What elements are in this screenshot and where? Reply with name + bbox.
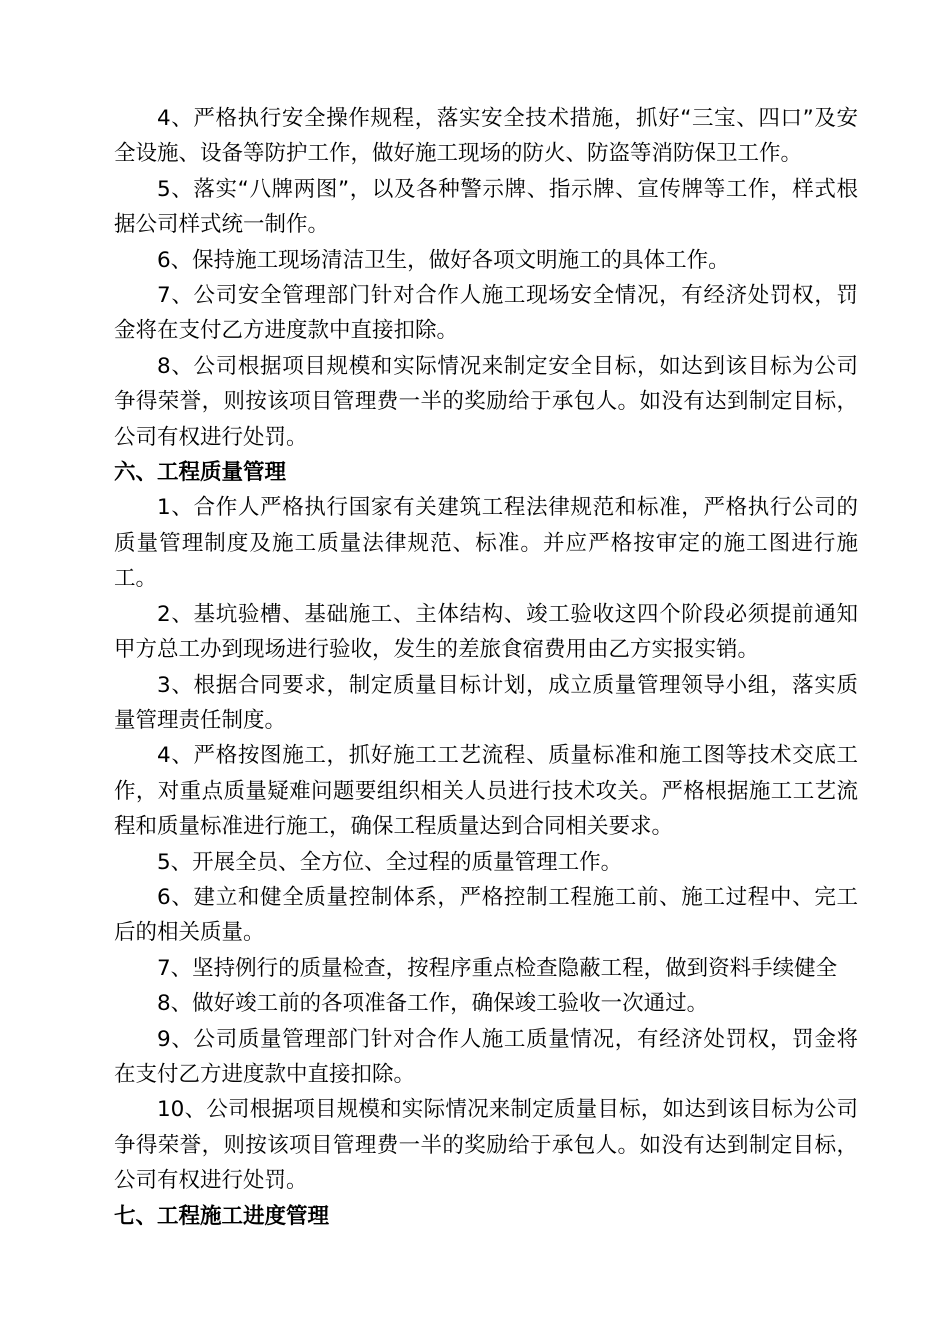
- quality-item-8: 8、做好竣工前的各项准备工作，确保竣工验收一次通过。: [157, 991, 709, 1017]
- quality-item-9: 9、公司质量管理部门针对合作人施工质量情况，有经济处罚权，罚金将在支付乙方进度款中直接扣除。: [114, 1026, 858, 1087]
- section-heading-quality: 六、工程质量管理: [114, 460, 287, 486]
- quality-item-2: 2、基坑验槽、基础施工、主体结构、竣工验收这四个阶段必须提前通知甲方总工办到现场进行验收，发生的差旅食宿费用由乙方实报实销。: [114, 601, 858, 663]
- safety-item-6: 6、保持施工现场清洁卫生，做好各项文明施工的具体工作。: [157, 247, 730, 273]
- quality-item-6: 6、建立和健全质量控制体系，严格控制工程施工前、施工过程中、完工后的相关质量。: [114, 884, 858, 946]
- safety-item-7: 7、公司安全管理部门针对合作人施工现场安全情况，有经济处罚权，罚金将在支付乙方进度款中直接扣除。: [114, 283, 858, 344]
- quality-item-3: 3、根据合同要求，制定质量目标计划，成立质量管理领导小组，落实质量管理责任制度。: [114, 672, 858, 733]
- safety-item-8: 8、公司根据项目规模和实际情况来制定安全目标，如达到该目标为公司争得荣誉，则按该项目管理费一半的奖励给于承包人。如没有达到制定目标，公司有权进行处罚。: [114, 353, 858, 450]
- section-heading-schedule: 七、工程施工进度管理: [114, 1203, 330, 1229]
- document-body: [114, 101, 858, 1234]
- safety-item-5: 5、落实“八牌两图”，以及各种警示牌、指示牌、宣传牌等工作，样式根据公司样式统一制作。: [114, 176, 858, 238]
- quality-item-4: 4、严格按图施工，抓好施工工艺流程、质量标准和施工图等技术交底工作，对重点质量疑难问题要组织相关人员进行技术攻关。严格根据施工工艺流程和质量标准进行施工，确保工程质量达到合同相关要求。: [114, 743, 858, 840]
- safety-item-4: 4、严格执行安全操作规程，落实安全技术措施，抓好“三宝、四口”及安全设施、设备等防护工作，做好施工现场的防火、防盗等消防保卫工作。: [114, 106, 858, 167]
- quality-item-1: 1、合作人严格执行国家有关建筑工程法律规范和标准，严格执行公司的质量管理制度及施工质量法律规范、标准。并应严格按审定的施工图进行施工。: [114, 495, 858, 592]
- quality-item-10: 10、公司根据项目规模和实际情况来制定质量目标，如达到该目标为公司争得荣誉，则按该项目管理费一半的奖励给于承包人。如没有达到制定目标，公司有权进行处罚。: [114, 1097, 858, 1194]
- quality-item-7: 7、坚持例行的质量检查，按程序重点检查隐蔽工程，做到资料手续健全: [157, 955, 838, 981]
- quality-item-5: 5、开展全员、全方位、全过程的质量管理工作。: [157, 849, 623, 875]
